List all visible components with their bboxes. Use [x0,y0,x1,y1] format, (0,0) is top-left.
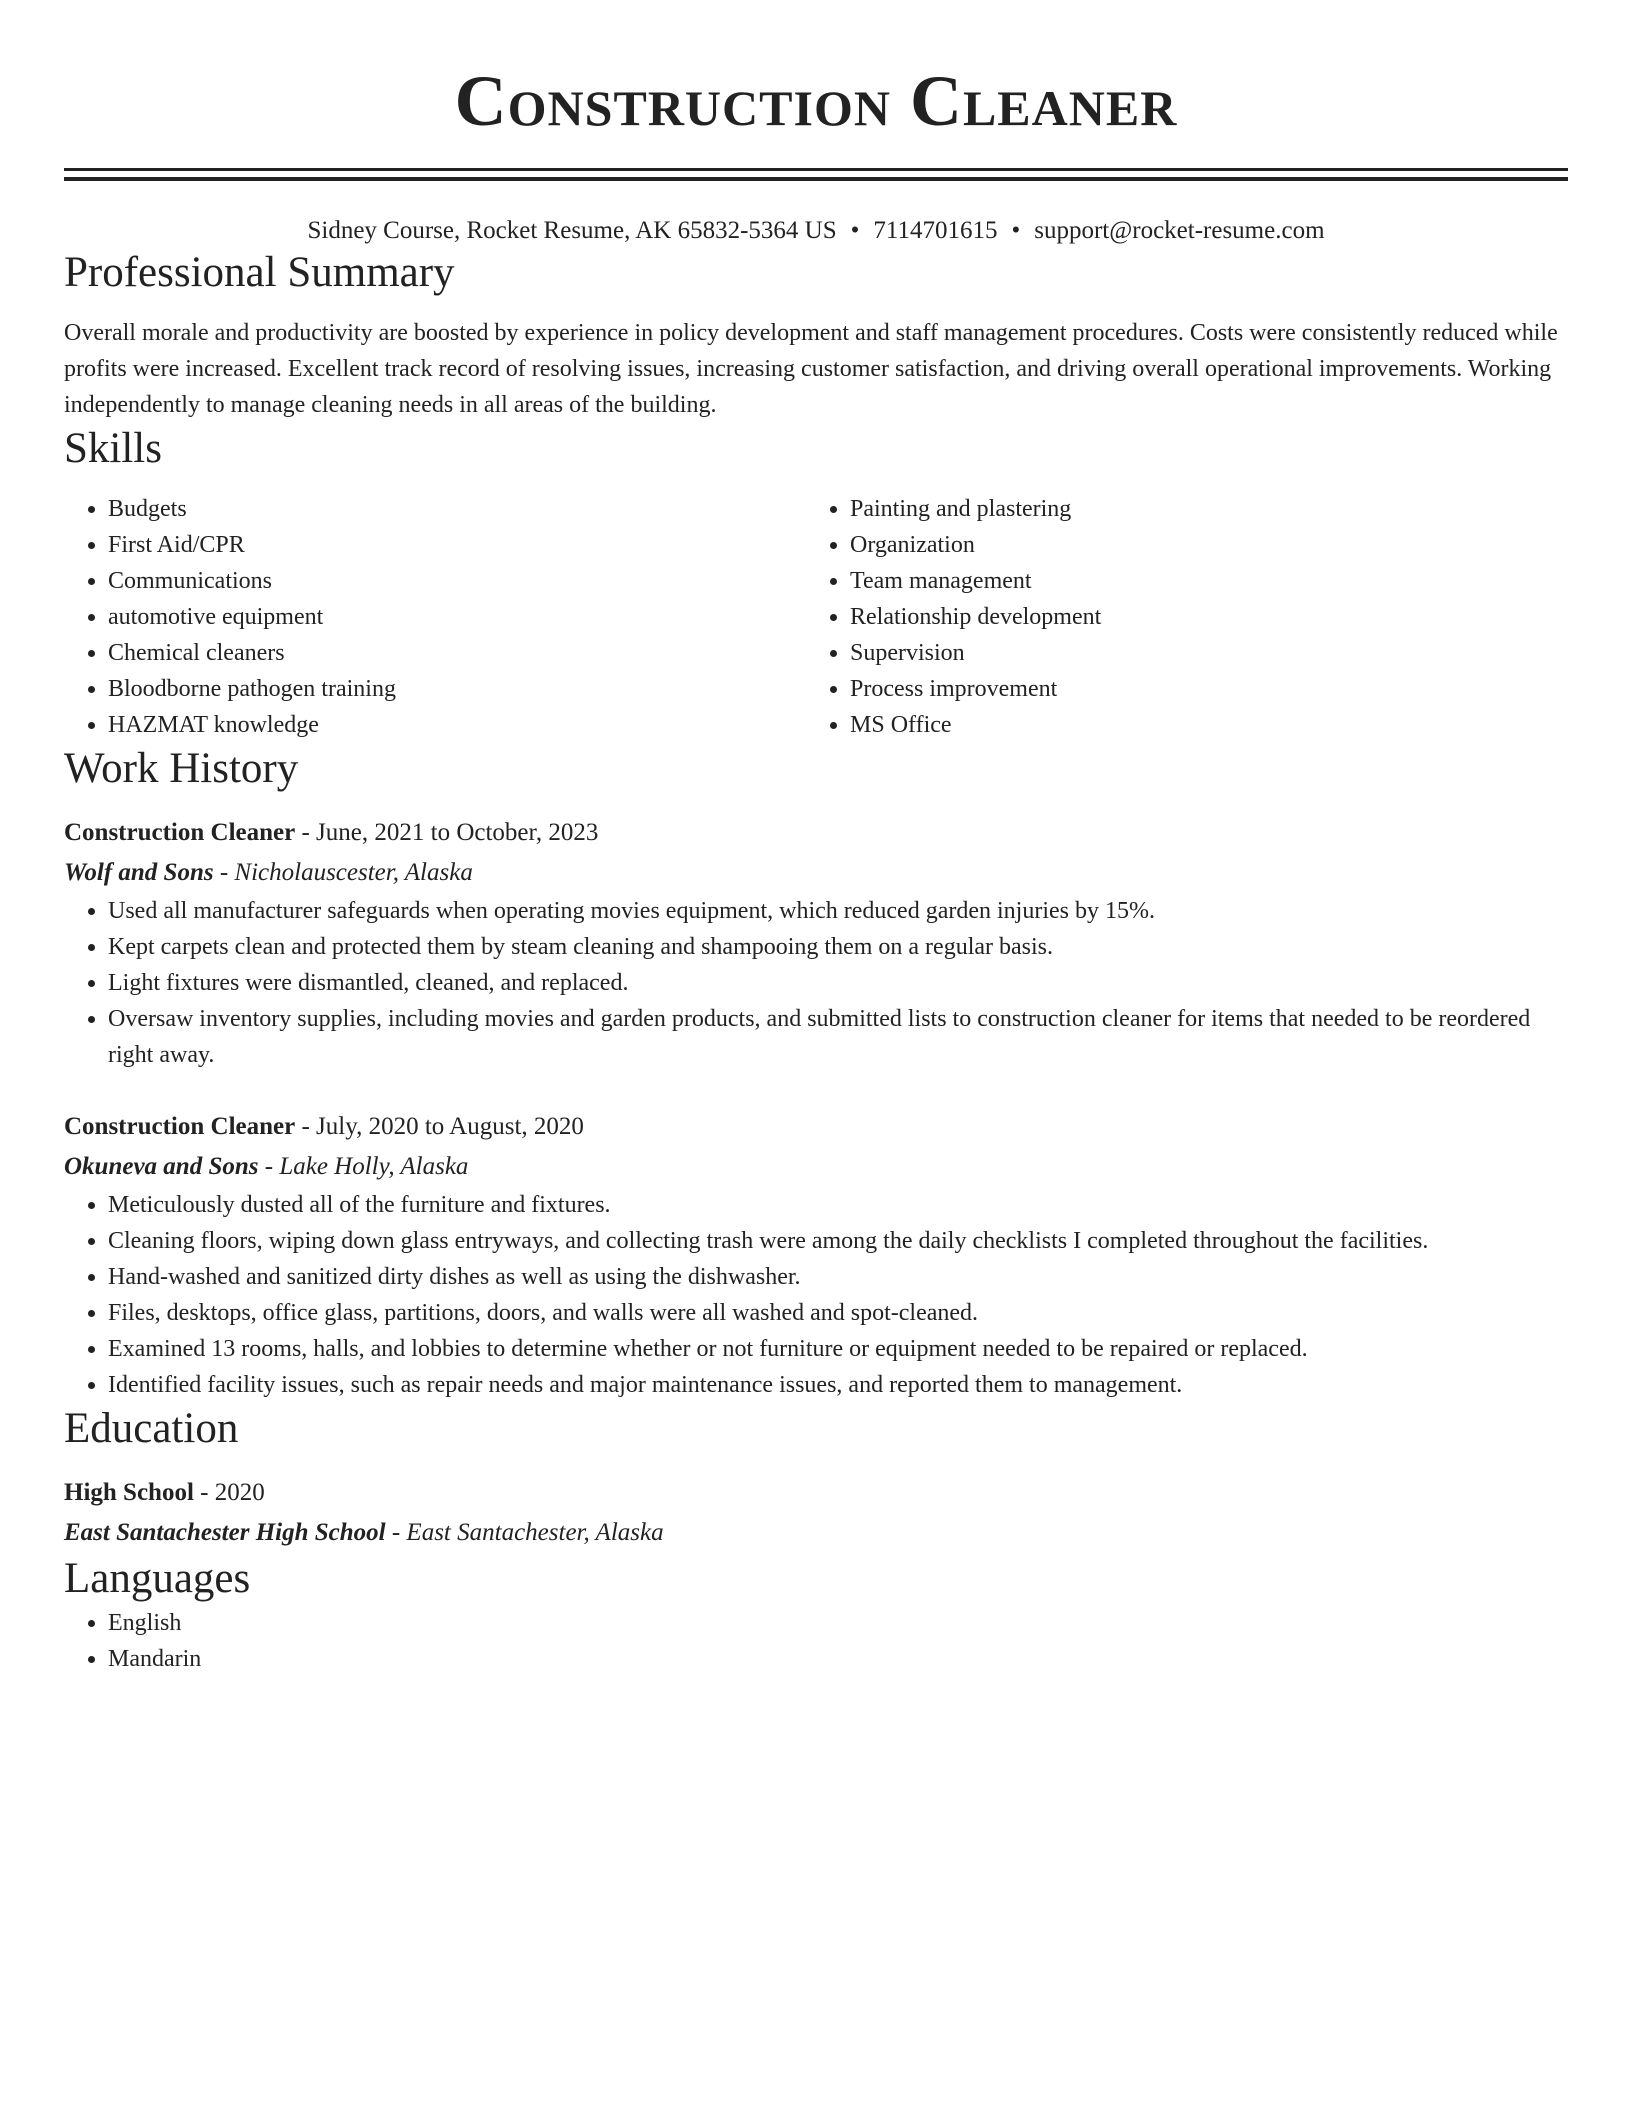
languages-list [64,1605,1568,1677]
job-title-line [64,813,1568,853]
work-history-heading: Work History [64,745,299,792]
job-dates: - June, 2021 to October, 2023 [295,819,599,846]
summary-text: Overall morale and productivity are boosted by experience in policy development and staff management procedures. Costs were consistently reduced while profits were increased. Excellent track record of resolving issues, increasing customer satisfaction, and driving overall operational improvements. Working independently to manage cleaning needs in all areas of the building. [64,320,1558,418]
contact-line [64,215,1568,247]
contact-email: support@rocket-resume.com [1034,217,1325,244]
languages-heading: Languages [64,1555,251,1602]
job-bullet: • Cleaning floors, wiping down glass entryways, and collecting trash were among the daily checklists I completed throughout the facilities. [108,1223,1568,1259]
job-bullet-list [64,1187,1568,1403]
education-year: - 2020 [193,1479,265,1506]
job-bullet: • Files, desktops, office glass, partitions, doors, and walls were all washed and spot-cleaned. [108,1295,1568,1331]
job-bullet: • Hand-washed and sanitized dirty dishes as well as using the dishwasher. [108,1259,1568,1295]
skills-heading: Skills [64,425,162,472]
job-role: Construction Cleaner [64,819,296,846]
education-school: East Santachester High School [64,1519,386,1546]
skill-item: • automotive equipment [108,599,806,635]
header-rule-bottom [64,177,1568,181]
skills-list-right [806,491,1548,743]
education-degree-line [64,1473,1568,1513]
job-company-line [64,853,1568,893]
skill-item: • Bloodborne pathogen training [108,671,806,707]
education-heading: Education [64,1405,239,1452]
job-entry [64,813,1568,1073]
job-company: Wolf and Sons [64,859,214,886]
job-bullet: • Identified facility issues, such as repair needs and major maintenance issues, and reported them to management. [108,1367,1568,1403]
education-degree: High School [64,1479,194,1506]
job-bullet: • Used all manufacturer safeguards when operating movies equipment, which reduced garden injuries by 15%. [108,893,1568,929]
job-bullet: • Light fixtures were dismantled, cleaned, and replaced. [108,965,1568,1001]
header-rule-top [64,168,1568,171]
summary-heading: Professional Summary [64,249,455,296]
contact-separator: • [850,217,860,244]
education-school-line [64,1513,1568,1553]
job-bullet: • Oversaw inventory supplies, including movies and garden products, and submitted lists to construction cleaner for items that needed to be reordered right away. [108,1001,1568,1073]
skill-item: • Organization [850,527,1548,563]
job-bullet: • Examined 13 rooms, halls, and lobbies to determine whether or not furniture or equipment needed to be repaired or replaced. [108,1331,1568,1367]
job-bullet: • Meticulously dusted all of the furniture and fixtures. [108,1187,1568,1223]
language-item: • English [108,1605,1568,1641]
skills-grid [64,491,1568,743]
skill-item: • Team management [850,563,1548,599]
skill-item: • Process improvement [850,671,1548,707]
job-location: - Lake Holly, Alaska [258,1153,469,1180]
job-company-line [64,1147,1568,1187]
contact-separator: • [1011,217,1021,244]
contact-phone: 7114701615 [873,217,998,244]
job-title-line [64,1107,1568,1147]
skill-item: • Supervision [850,635,1548,671]
job-dates: - July, 2020 to August, 2020 [295,1113,584,1140]
skills-list-left [64,491,806,743]
skill-item: • First Aid/CPR [108,527,806,563]
skill-item: • Relationship development [850,599,1548,635]
job-role: Construction Cleaner [64,1113,296,1140]
job-location: - Nicholauscester, Alaska [213,859,473,886]
skill-item: • Communications [108,563,806,599]
job-bullet-list [64,893,1568,1073]
contact-address: Sidney Course, Rocket Resume, AK 65832-5364 US [307,217,837,244]
language-item: • Mandarin [108,1641,1568,1677]
resume-name: Construction Cleaner [454,61,1178,141]
job-bullet: • Kept carpets clean and protected them by steam cleaning and shampooing them on a regular basis. [108,929,1568,965]
skill-item: • MS Office [850,707,1548,743]
skill-item: • Budgets [108,491,806,527]
skill-item: • Painting and plastering [850,491,1548,527]
skill-item: • Chemical cleaners [108,635,806,671]
skill-item: • HAZMAT knowledge [108,707,806,743]
job-company: Okuneva and Sons [64,1153,259,1180]
job-entry [64,1107,1568,1403]
education-location: - East Santachester, Alaska [385,1519,664,1546]
